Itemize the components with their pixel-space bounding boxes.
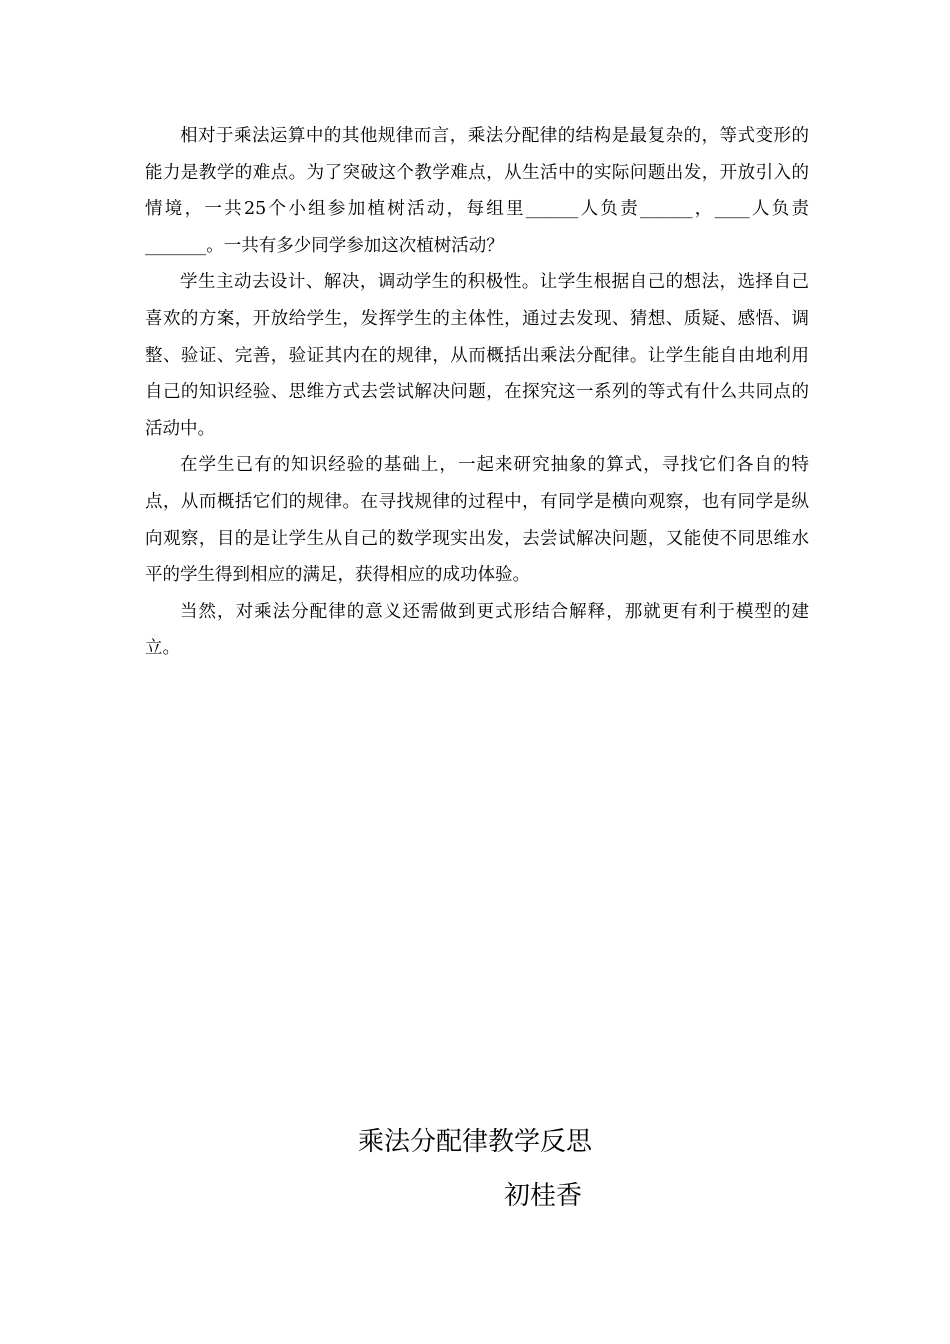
- body-text: [145, 118, 809, 667]
- paragraph-3: 在学生已有的知识经验的基础上，一起来研究抽象的算式，寻找它们各自的特点，从而概括它们的规律。在寻找规律的过程中，有同学是横向观察，也有同学是纵向观察，目的是让学生从自己的数学现实出发，去尝试解决问题，又能使不同思维水平的学生得到相应的满足，获得相应的成功体验。: [145, 455, 809, 586]
- paragraph-1: 相对于乘法运算中的其他规律而言，乘法分配律的结构是最复杂的，等式变形的能力是教学的难点。为了突破这个教学难点，从生活中的实际问题出发，开放引入的情境，一共25个小组参加植树活动，每组里______人负责______，____人负责_______。一共有多少同学参加这次植树活动？: [145, 126, 809, 256]
- paragraph-2: 学生主动去设计、解决，调动学生的积极性。让学生根据自己的想法，选择自己喜欢的方案，开放给学生，发挥学生的主体性，通过去发现、猜想、质疑、感悟、调整、验证、完善，验证其内在的规律，从而概括出乘法分配律。让学生能自由地利用自己的知识经验、思维方式去尝试解决问题，在探究这一系列的等式有什么共同点的活动中。: [145, 272, 809, 439]
- author-name: 初桂香: [504, 1181, 583, 1211]
- paragraph-4: 当然，对乘法分配律的意义还需做到更式形结合解释，那就更有利于模型的建立。: [145, 601, 809, 659]
- document-title: 乘法分配律教学反思: [357, 1127, 592, 1157]
